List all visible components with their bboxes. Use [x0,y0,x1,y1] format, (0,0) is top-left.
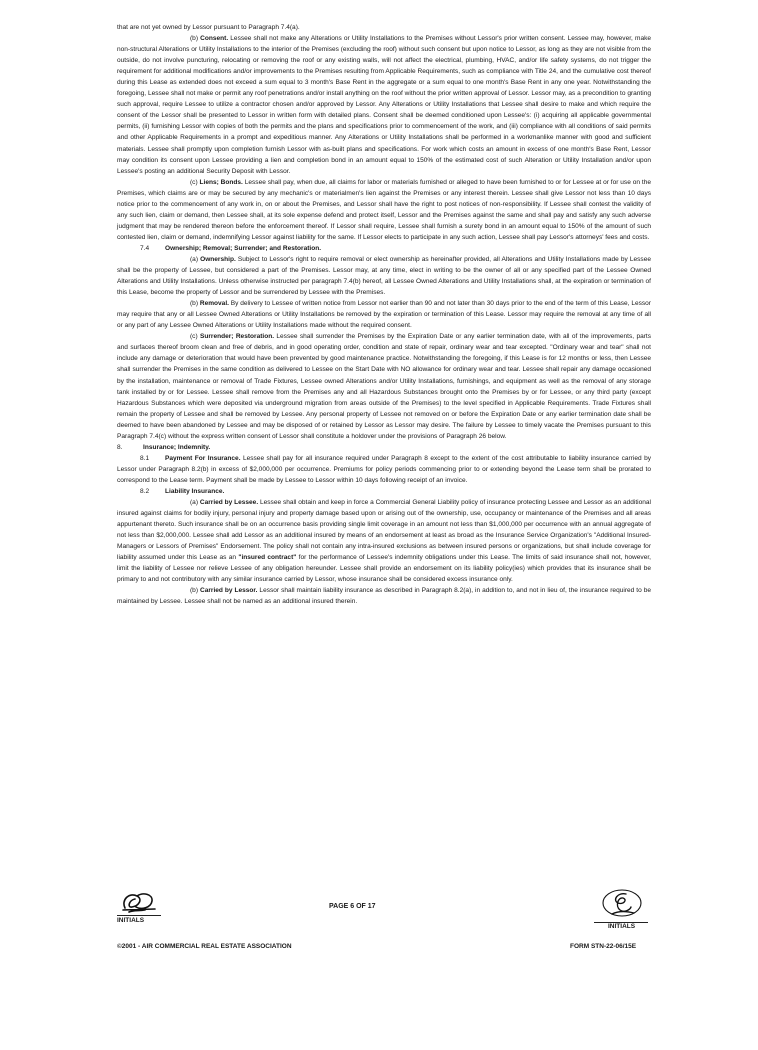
heading-liens-bonds: Liens; Bonds. [199,178,243,186]
page-number: PAGE 6 OF 17 [329,903,376,910]
footer-form-number: FORM STN-22-06/15E [570,943,637,950]
initials-left-line [117,915,161,916]
initials-left-block [117,890,175,930]
paragraph-8-1-payment: 8.1 Payment For Insurance. Lessee shall pay for all insurance required under Paragraph 8 except to the extent of the cost attributable to liability insurance carried by Lessor under Paragraph 8.2(b) in excess of $2,000,000 per occurrence. Premiums for policy periods commencing prior to or extending beyond the Lease term shall be prorated to correspond to the Lease term. Payment shall be made by Lessee to Lessor within 10 days following receipt of an invoice. [117,454,651,484]
initials-left-label: INITIALS [117,917,145,924]
paragraph-8-2-b-carried-by-lessor: (b) Carried by Lessor. Lessor shall maintain liability insurance as described in Paragraph 8.2(a), in addition to, and not in lieu of, the insurance required to be maintained by Lessee. Lessee shall not be named as an additional insured therein. [117,587,651,606]
heading-payment-for-insurance: Payment For Insurance. [165,454,241,462]
paragraph-7-3-b-consent: (b) Consent. Lessee shall not make any Alterations or Utility Installations to the Premises without Lessor's prior written consent. Lessee may, however, make non-structural Alterations or Utility Installations to the interior of the Premises (excluding the roof) without such consent but upon notice to Lessor, as long as they are not visible from the outside, do not involve puncturing, relocating or removing the roof or any existing walls, will not affect the electrical, plumbing, HVAC, and/or life safety systems, do not trigger the requirement for additional modifications and/or improvements to the Premises resulting from Applicable Requirements, such as compliance with Title 24, and the cumulative cost thereof during this Lease as extended does not exceed a sum equal to 3 month's Base Rent in the aggregate or a sum equal to one month's Base Rent in any one year. Notwithstanding the foregoing, Lessee shall not make or permit any roof penetrations and/or install anything on the roof without the prior written approval of Lessor. Lessor may, as a precondition to granting such approval, require Lessee to utilize a contractor chosen and/or approved by Lessor. Any Alterations or Utility Installations that Lessee shall desire to make and which require the consent of the Lessor shall be presented to Lessor in written form with detailed plans. Consent shall be deemed conditioned upon Lessee's: (i) acquiring all applicable governmental permits, (ii) furnishing Lessor with copies of both the permits and the plans and specifications prior to commencement of the work, and (iii) compliance with all conditions of said permits and other Applicable Requirements in a prompt and expeditious manner. Any Alterations or Utility Installations shall be performed in a workmanlike manner with good and sufficient materials. Lessee shall promptly upon completion furnish Lessor with as-built plans and specifications. For work which costs an amount in excess of one month's Base Rent, Lessor may condition its consent upon Lessee providing a lien and completion bond in an amount equal to 150% of the estimated cost of such Alteration or Utility Installation and/or upon Lessee's posting an additional Security Deposit with Lessor. [117,35,651,175]
paragraph-7-3-c-liens: (c) Liens; Bonds. Lessee shall pay, when due, all claims for labor or materials furnished or alleged to have been furnished to or for Lessee at or for use on the Premises, which claims are or may be secured by any mechanic's or materialmen's lien against the Premises or any interest therein. Lessee shall give Lessor not less than 10 days notice prior to the commencement of any work in, on or about the Premises, and Lessor shall have the right to post notices of non-responsibility. If Lessee shall contest the validity of any such lien, claim or demand, then Lessee shall, at its sole expense defend and protect itself, Lessor and the Premises against the same and shall pay and satisfy any such adverse judgment that may be rendered thereon before the enforcement thereof. If Lessor shall require, Lessee shall furnish a surety bond in an amount equal to 150% of the amount of such contested lien, claim or demand, indemnifying Lessor against liability for the same. If Lessor elects to participate in any such action, Lessee shall pay Lessor's attorneys' fees and costs. [117,178,651,241]
initials-signature-right [598,888,646,920]
paragraph-7-4-a-ownership: (a) Ownership. Subject to Lessor's right to require removal or elect ownership as hereinafter provided, all Alterations and Utility Installations made by Lessee shall be the property of Lessee, but considered a part of the Premises. Lessor may, at any time, elect in writing to be the owner of all or any specified part of the Lessee Owned Alterations and Utility Installations. Unless otherwise instructed per paragraph 7.4(b) hereof, all Lessee Owned Alterations and Utility Installations shall, at the expiration or termination of this Lease, become the property of Lessor and be surrendered by Lessee with the Premises. [117,255,651,297]
heading-surrender-restoration: Surrender; Restoration. [200,333,275,341]
insured-contract-phrase: "insured contract" [238,554,297,562]
paragraph-7-4-c-surrender: (c) Surrender; Restoration. Lessee shall surrender the Premises by the Expiration Date or any earlier termination date, with all of the improvements, parts and surfaces thereof broom clean and free of debris, and in good operating order, condition and state of repair, ordinary wear and tear excepted. "Ordinary wear and tear" shall not include any damage or deterioration that would have been prevented by good maintenance practice. Notwithstanding the foregoing, if this Lease is for 12 months or less, then Lessee shall surrender the Premises in the same condition as delivered to Lessee on the Start Date with NO allowance for ordinary wear and tear. Lessee shall repair any damage occasioned by the installation, maintenance or removal of Trade Fixtures, Lessee owned Alterations and/or Utility Installations, furnishings, and equipment as well as the removal of any storage tank installed by or for Lessee. Lessee shall remove from the Premises any and all Hazardous Substances brought onto the Premises by or for Lessee, or any third party (except Hazardous Substances which were deposited via underground migration from areas outside of the Premises) to the level specified in Applicable Requirements. Trade Fixtures shall remain the property of Lessee and shall be removed by Lessee. Any personal property of Lessee not removed on or before the Expiration Date or any earlier termination date shall be deemed to have been abandoned by Lessee and may be disposed of or retained by Lessor as Lessor may desire. The failure by Lessee to timely vacate the Premises pursuant to this Paragraph 7.4(c) without the express written consent of Lessor shall constitute a holdover under the provisions of Paragraph 26 below. [117,333,651,440]
footer-copyright: ©2001 - AIR COMMERCIAL REAL ESTATE ASSOCIATION [117,943,292,950]
paragraph-continuation: that are not yet owned by Lessor pursuant to Paragraph 7.4(a). [117,24,300,31]
initials-signature-left [119,890,159,914]
section-8-heading: 8. Insurance; Indemnity. [117,443,211,451]
heading-ownership: Ownership. [200,255,236,263]
heading-carried-by-lessor: Carried by Lessor. [199,587,258,595]
initials-right-label: INITIALS [608,923,636,930]
section-8-2-heading: 8.2 Liability Insurance. [140,487,225,495]
lease-body-text [117,22,651,607]
paragraph-8-2-a-carried-by-lessee: (a) Carried by Lessee. Lessee shall obtain and keep in force a Commercial General Liability policy of insurance protecting Lessee and Lessor as an additional insured against claims for bodily injury, personal injury and property damage based upon or arising out of the ownership, use, occupancy or maintenance of the Premises and all areas appurtenant thereto. Such insurance shall be on an occurrence basis providing single limit coverage in an amount not less than $1,000,000 per occurrence with an annual aggregate of not less than $2,000,000. Lessee shall add Lessor as an additional insured by means of an endorsement at least as broad as the Insurance Service Organization's "Additional Insured-Managers or Lessors of Premises" Endorsement. The policy shall not contain any intra-insured exclusions as between insured persons or organizations, but shall include coverage for liability assumed under this Lease as an "insured contract" for the performance of Lessee's indemnity obligations under this Lease. The limits of said insurance shall not, however, limit the liability of Lessee nor relieve Lessee of any obligation hereunder. Lessee shall provide an endorsement on its liability policy(ies) which provides that its insurance shall be primary to and not contributory with any similar insurance carried by Lessor, whose insurance shall be considered excess insurance only. [117,499,651,584]
section-7-4-heading: 7.4 Ownership; Removal; Surrender; and Restoration. [140,244,322,252]
initials-right-block [590,888,652,930]
heading-carried-by-lessee: Carried by Lessee. [199,499,259,507]
heading-removal: Removal. [199,300,229,308]
heading-consent: Consent. [200,35,229,43]
paragraph-7-4-b-removal: (b) Removal. By delivery to Lessee of written notice from Lessor not earlier than 90 and not later than 30 days prior to the end of the term of this Lease, Lessor may require that any or all Lessee Owned Alterations or Utility Installations be removed by the expiration or termination of this Lease. Lessor may require the removal at any time of all or any part of any Lessee Owned Alterations or Utility Installations made without the required consent. [117,300,651,330]
